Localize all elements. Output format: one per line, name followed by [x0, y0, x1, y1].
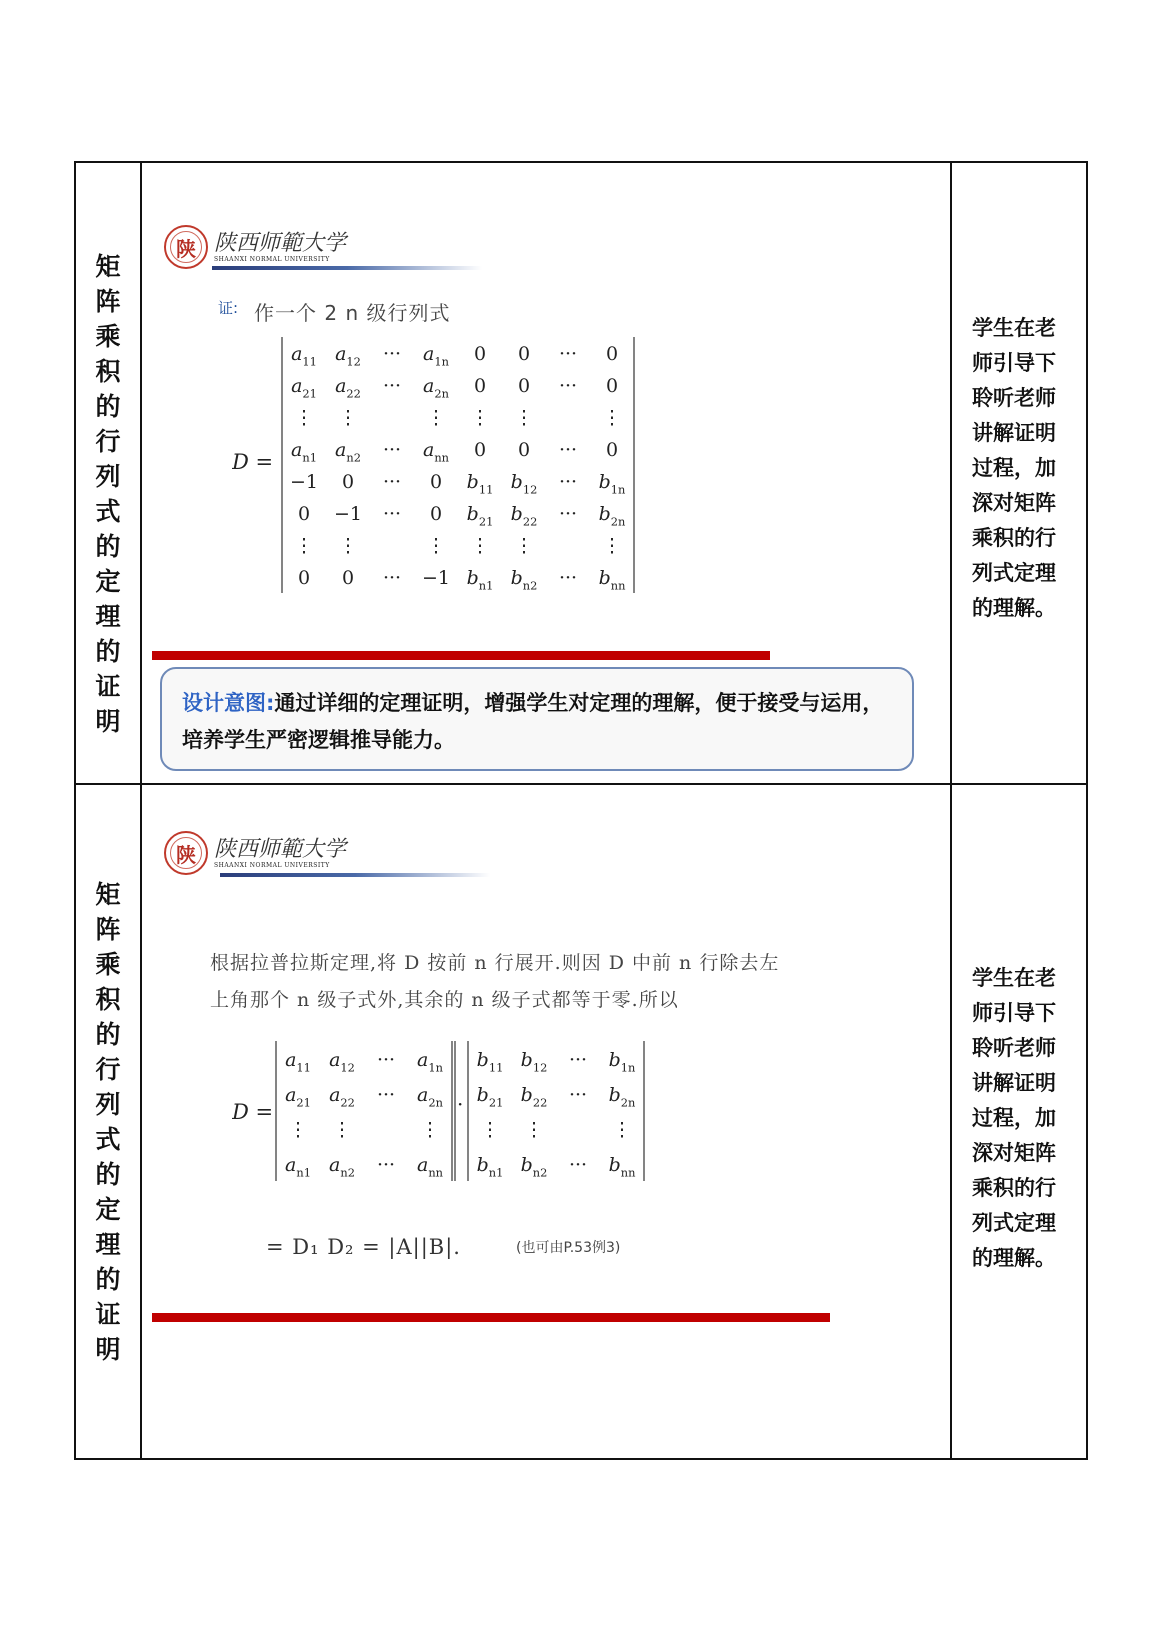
matrix-entry: ⋮ [338, 407, 358, 430]
matrix-entry: $a_{nn}$ [416, 1154, 444, 1180]
title-char: 理 [95, 602, 121, 631]
matrix-entry: $a_{n1}$ [291, 439, 317, 465]
matrix-entry: ⋮ [514, 407, 534, 430]
vertical-title [76, 877, 140, 1367]
slide-cell [141, 784, 951, 1459]
matrix-entry: $b_{nn}$ [608, 1154, 636, 1180]
matrix-entry: 0 [473, 375, 487, 398]
matrix-entry: ··· [558, 503, 578, 526]
design-intent-label: 设计意图: [182, 691, 275, 715]
matrix-entry: 0 [429, 471, 443, 494]
topic-cell [75, 784, 141, 1459]
matrix-entry: ⋮ [524, 1119, 544, 1142]
D-label: D = [232, 1100, 274, 1124]
red-divider [152, 651, 770, 660]
matrix-entry: ··· [568, 1084, 588, 1107]
proof-label: 证: [218, 299, 239, 317]
title-char: 乘 [95, 322, 121, 351]
vertical-title [76, 249, 140, 739]
title-char: 式 [95, 497, 121, 526]
title-char: 定 [95, 567, 121, 596]
title-char: 明 [95, 707, 121, 736]
title-char: 的 [95, 1160, 121, 1189]
matrix-entry: $b_{1n}$ [598, 471, 626, 497]
design-intent-text: 通过详细的定理证明，增强学生对定理的理解，便于接受与运用，培养学生严密逻辑推导能力。 [182, 691, 884, 752]
title-char: 行 [95, 1055, 121, 1084]
matrix-entry: ⋮ [288, 1119, 308, 1142]
matrix-entry: ··· [568, 1049, 588, 1072]
matrix-entry: ⋮ [470, 407, 490, 430]
matrix-entry: ⋮ [294, 407, 314, 430]
title-char: 理 [95, 1230, 121, 1259]
title-char: 的 [95, 532, 121, 561]
matrix-entry: ··· [382, 471, 402, 494]
matrix-entry: $b_{n2}$ [520, 1154, 548, 1180]
matrix-entry: $b_{11}$ [466, 471, 494, 497]
title-char: 列 [95, 462, 121, 491]
title-char: 矩 [95, 252, 121, 281]
table-row [75, 162, 1087, 784]
matrix-entry: 0 [473, 343, 487, 366]
matrix-entry: ⋮ [514, 535, 534, 558]
logo-english: SHAANXI NORMAL UNIVERSITY [214, 861, 330, 869]
matrix-entry: 0 [605, 375, 619, 398]
proof-text: 作一个 2 n 级行列式 [254, 301, 451, 325]
matrix-entry: 0 [429, 503, 443, 526]
matrix-entry: 0 [473, 439, 487, 462]
matrix-entry: $b_{n1}$ [476, 1154, 504, 1180]
matrix-entry: $b_{1n}$ [608, 1049, 636, 1075]
matrix-entry: ··· [558, 471, 578, 494]
matrix-entry: 0 [341, 471, 355, 494]
matrix-entry: $a_{12}$ [335, 343, 361, 369]
matrix-entry: $a_{n2}$ [335, 439, 361, 465]
matrix-entry: ⋮ [612, 1119, 632, 1142]
matrix-entry: ··· [568, 1154, 588, 1177]
logo-chinese: 陕西师範大学 [214, 230, 347, 256]
matrix-entry: $b_{21}$ [466, 503, 494, 529]
matrix-entry: ⋮ [470, 535, 490, 558]
reference-note: (也可由P.53例3) [516, 1240, 621, 1256]
matrix-entry: ··· [558, 439, 578, 462]
matrix-entry: 0 [341, 567, 355, 590]
logo-chinese: 陕西师範大学 [214, 836, 347, 862]
matrix-entry: $b_{2n}$ [608, 1084, 636, 1110]
title-char: 式 [95, 1125, 121, 1154]
matrix-entry: ⋮ [332, 1119, 352, 1142]
title-char: 阵 [95, 287, 121, 316]
matrix-entry: ··· [376, 1049, 396, 1072]
remark-text: 学生在老师引导下聆听老师讲解证明过程，加深对矩阵乘积的行列式定理的理解。 [972, 316, 1056, 620]
matrix-entry: ··· [558, 343, 578, 366]
matrix-entry: $a_{22}$ [329, 1084, 355, 1110]
matrix-entry: $b_{22}$ [510, 503, 538, 529]
matrix-entry: ··· [382, 343, 402, 366]
title-char: 矩 [95, 880, 121, 909]
matrix-entry: ⋮ [602, 535, 622, 558]
title-char: 明 [95, 1335, 121, 1364]
paragraph-line: 上角那个 n 级子式外,其余的 n 级子式都等于零.所以 [210, 989, 679, 1011]
matrix-entry: $a_{22}$ [335, 375, 361, 401]
matrix-entry: $b_{12}$ [510, 471, 538, 497]
red-divider [152, 1313, 830, 1322]
matrix-entry: 0 [517, 439, 531, 462]
title-char: 行 [95, 427, 121, 456]
title-char: 的 [95, 637, 121, 666]
university-logo [164, 831, 346, 875]
title-char: 积 [95, 985, 121, 1014]
result-equation: = D₁ D₂ = |A||B|. [266, 1235, 461, 1259]
matrix-entry: $a_{21}$ [291, 375, 317, 401]
slide-cell [141, 162, 951, 784]
matrix-entry: −1 [289, 471, 319, 494]
matrix-entry: $b_{22}$ [520, 1084, 548, 1110]
matrix-entry: ··· [558, 375, 578, 398]
title-char: 列 [95, 1090, 121, 1119]
matrix-entry: ⋮ [338, 535, 358, 558]
matrix-entry: $a_{1n}$ [417, 1049, 443, 1075]
title-char: 定 [95, 1195, 121, 1224]
matrix-entry: $b_{11}$ [476, 1049, 504, 1075]
matrix-entry: 0 [605, 343, 619, 366]
matrix-entry: ··· [376, 1154, 396, 1177]
matrix-entry: $a_{nn}$ [422, 439, 450, 465]
matrix-entry: ··· [558, 567, 578, 590]
matrix-entry: 0 [297, 503, 311, 526]
matrix-entry: $a_{1n}$ [423, 343, 449, 369]
matrix-entry: $b_{12}$ [520, 1049, 548, 1075]
matrix-entry: $a_{12}$ [329, 1049, 355, 1075]
D-label: D = [232, 450, 274, 474]
matrix-entry: ··· [382, 503, 402, 526]
product-dot: · [457, 1092, 464, 1116]
matrix-entry: 0 [297, 567, 311, 590]
matrix-entry: ⋮ [294, 535, 314, 558]
remark-cell [951, 784, 1087, 1459]
matrix-entry: ··· [376, 1084, 396, 1107]
design-intent-box [160, 667, 914, 771]
matrix-entry: ··· [382, 375, 402, 398]
matrix-entry: ⋮ [426, 535, 446, 558]
title-char: 的 [95, 1020, 121, 1049]
paragraph-line: 根据拉普拉斯定理,将 D 按前 n 行展开.则因 D 中前 n 行除去左 [210, 952, 780, 974]
matrix-entry: ··· [382, 439, 402, 462]
matrix-entry: 0 [517, 375, 531, 398]
matrix-entry: $b_{2n}$ [598, 503, 626, 529]
table-row [75, 784, 1087, 1459]
matrix-entry: $a_{11}$ [285, 1049, 311, 1075]
matrix-entry: $b_{n2}$ [510, 567, 538, 593]
matrix-entry: $b_{n1}$ [466, 567, 494, 593]
matrix-entry: $a_{11}$ [291, 343, 317, 369]
matrix-entry: 0 [517, 343, 531, 366]
matrix-entry: ⋮ [420, 1119, 440, 1142]
topic-cell [75, 162, 141, 784]
remark-cell [951, 162, 1087, 784]
logo-english: SHAANXI NORMAL UNIVERSITY [214, 255, 330, 263]
seal-icon: 陕 [164, 831, 208, 875]
title-char: 证 [95, 672, 121, 701]
title-char: 证 [95, 1300, 121, 1329]
title-char: 乘 [95, 950, 121, 979]
determinant-product [232, 1037, 672, 1197]
title-char: 阵 [95, 915, 121, 944]
matrix-entry: $b_{nn}$ [598, 567, 626, 593]
matrix-entry: $a_{21}$ [285, 1084, 311, 1110]
lesson-table [74, 161, 1088, 1460]
matrix-entry: ··· [382, 567, 402, 590]
matrix-entry: ⋮ [602, 407, 622, 430]
title-char: 的 [95, 1265, 121, 1294]
university-logo [164, 225, 346, 269]
matrix-entry: ⋮ [480, 1119, 500, 1142]
matrix-entry: $a_{2n}$ [423, 375, 449, 401]
title-char: 积 [95, 357, 121, 386]
remark-text: 学生在老师引导下聆听老师讲解证明过程，加深对矩阵乘积的行列式定理的理解。 [972, 966, 1056, 1270]
logo-underline [212, 266, 482, 270]
logo-underline [220, 873, 490, 877]
matrix-entry: ⋮ [426, 407, 446, 430]
determinant-2n [232, 333, 792, 613]
proof-paragraph [210, 945, 779, 1019]
matrix-entry: $a_{n2}$ [329, 1154, 355, 1180]
matrix-entry: $a_{2n}$ [417, 1084, 443, 1110]
seal-icon: 陕 [164, 225, 208, 269]
title-char: 的 [95, 392, 121, 421]
matrix-entry: 0 [605, 439, 619, 462]
matrix-entry: $b_{21}$ [476, 1084, 504, 1110]
matrix-entry: −1 [333, 503, 363, 526]
matrix-entry: −1 [421, 567, 451, 590]
matrix-entry: $a_{n1}$ [285, 1154, 311, 1180]
